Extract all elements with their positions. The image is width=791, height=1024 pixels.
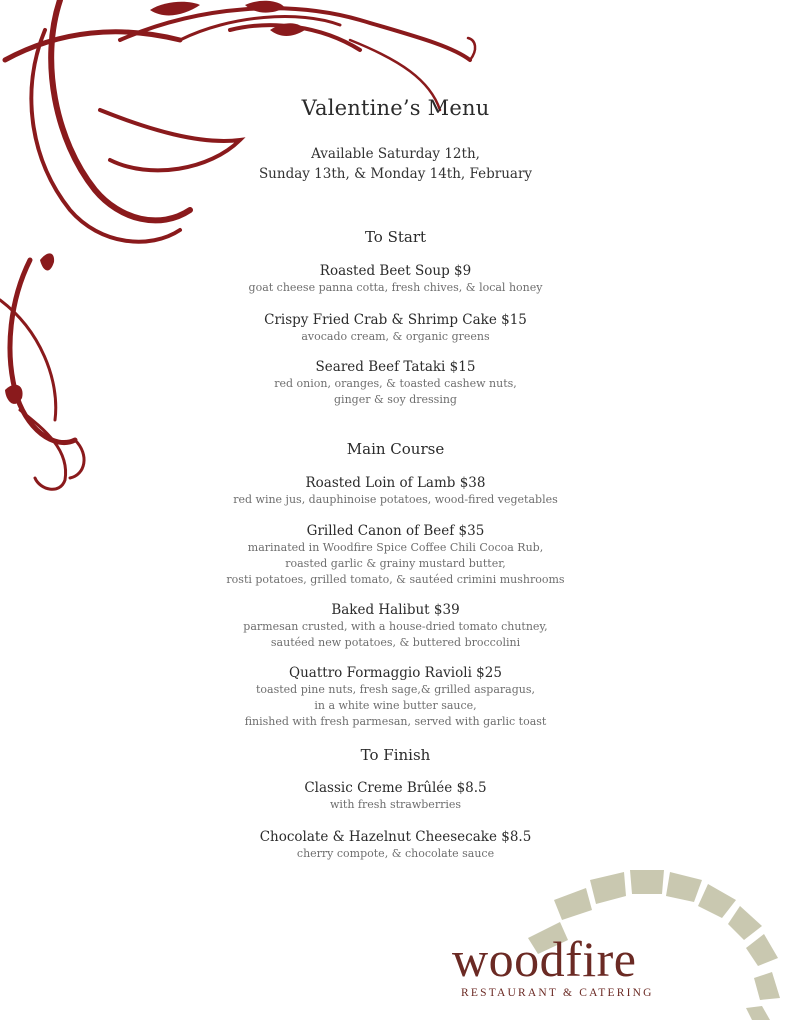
item-name: Quattro Formaggio Ravioli $25 <box>289 665 502 681</box>
item-name: Chocolate & Hazelnut Cheesecake $8.5 <box>259 829 532 845</box>
item-description: parmesan crusted, with a house-dried tomato chutney, <box>243 620 548 633</box>
menu-item <box>0 602 791 651</box>
menu-item <box>0 312 791 345</box>
item-description: marinated in Woodfire Spice Coffee Chili Cocoa Rub, <box>247 541 544 554</box>
item-name: Roasted Loin of Lamb $38 <box>305 475 486 491</box>
item-description: avocado cream, & organic greens <box>301 330 490 343</box>
item-description: roasted garlic & grainy mustard butter, <box>285 556 506 570</box>
item-name: Seared Beef Tataki $15 <box>315 359 476 375</box>
logo-wordmark: woodfire <box>452 931 637 987</box>
item-description: sautéed new potatoes, & buttered broccolini <box>270 635 521 649</box>
menu-title: Valentine’s Menu <box>301 96 490 120</box>
availability-line-2: Sunday 13th, & Monday 14th, February <box>258 166 533 182</box>
section-heading-main-course: Main Course <box>346 440 445 458</box>
menu-item <box>0 263 791 296</box>
item-description: red onion, oranges, & toasted cashew nuts, <box>274 377 517 390</box>
item-name: Crispy Fried Crab & Shrimp Cake $15 <box>264 312 527 328</box>
item-name: Classic Creme Brûlée $8.5 <box>304 780 487 796</box>
item-description: rosti potatoes, grilled tomato, & sautéed crimini mushrooms <box>226 572 565 586</box>
section-heading-to-start: To Start <box>364 228 427 246</box>
menu-item <box>0 523 791 587</box>
item-description: goat cheese panna cotta, fresh chives, & local honey <box>248 281 543 294</box>
menu-item <box>0 780 791 813</box>
item-name: Roasted Beet Soup $9 <box>319 263 472 279</box>
item-description: ginger & soy dressing <box>334 392 457 406</box>
item-description: in a white wine butter sauce, <box>314 698 477 712</box>
item-name: Baked Halibut $39 <box>331 602 460 618</box>
logo-tagline: RESTAURANT & CATERING <box>461 987 654 999</box>
decorative-swirl <box>0 0 500 500</box>
item-description: red wine jus, dauphinoise potatoes, wood-fired vegetables <box>233 493 558 506</box>
menu-item <box>0 665 791 729</box>
item-description: with fresh strawberries <box>329 798 462 811</box>
item-description: cherry compote, & chocolate sauce <box>296 847 495 860</box>
menu-item <box>0 359 791 408</box>
section-heading-to-finish: To Finish <box>360 746 431 764</box>
item-name: Grilled Canon of Beef $35 <box>306 523 485 539</box>
item-description: toasted pine nuts, fresh sage,& grilled asparagus, <box>256 683 535 696</box>
menu-item <box>0 829 791 862</box>
item-description: finished with fresh parmesan, served with garlic toast <box>244 714 547 728</box>
availability-line-1: Available Saturday 12th, <box>311 146 480 162</box>
menu-item <box>0 475 791 508</box>
